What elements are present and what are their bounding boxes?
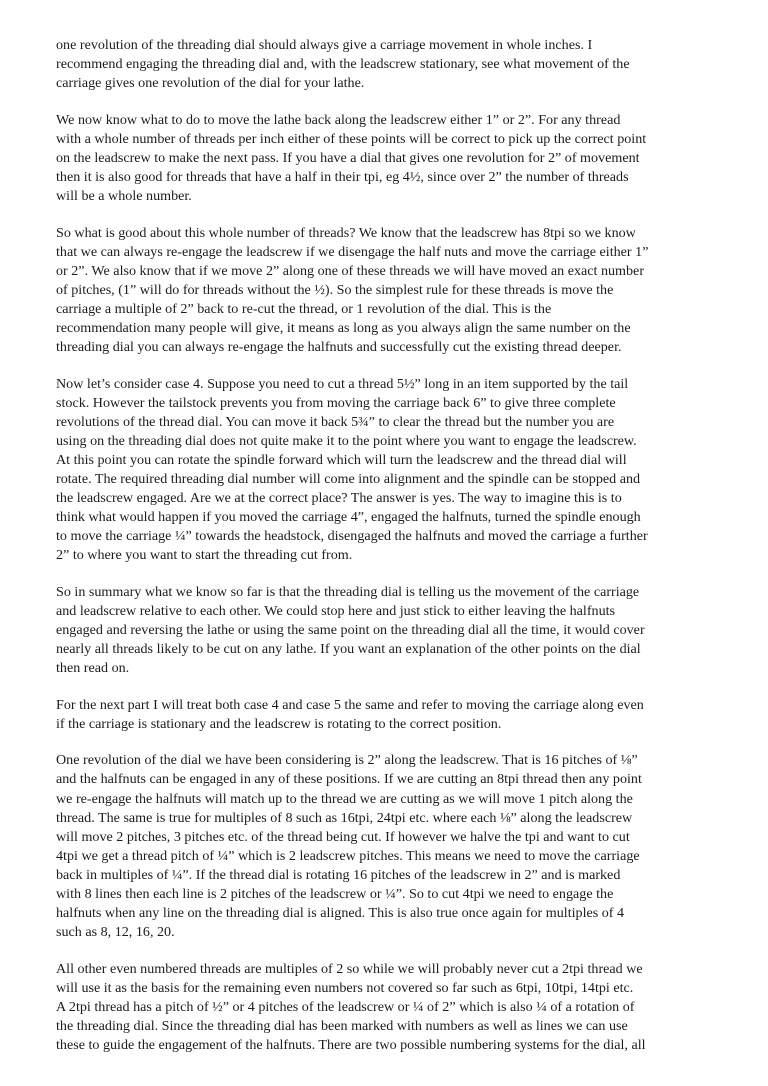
paragraph — [56, 960, 718, 1055]
paragraph — [56, 111, 718, 206]
paragraph — [56, 375, 718, 566]
text-line: All other even numbered threads are multiples of 2 so while we will probably never cut a 2tpi thread we — [56, 960, 643, 977]
text-line: For the next part I will treat both case 4 and case 5 the same and refer to moving the carriage along even — [56, 696, 644, 713]
text-line: using on the threading dial does not quite make it to the point where you want to engage the leadscrew. — [56, 432, 637, 449]
text-line: that we can always re-engage the leadscrew if we disengage the half nuts and move the carriage either 1” — [56, 243, 649, 260]
text-line: stock. However the tailstock prevents you from moving the carriage back 6” to give three complete — [56, 394, 616, 411]
text-line: of pitches, (1” will do for threads without the ½). So the simplest rule for these threads is move the — [56, 281, 614, 298]
text-line: the threading dial. Since the threading dial has been marked with numbers as well as lines we can use — [56, 1017, 628, 1034]
text-line: and leadscrew relative to each other. We could stop here and just stick to either leaving the halfnuts — [56, 603, 616, 619]
text-line: the leadscrew engaged. Are we at the correct place? The answer is yes. The way to imagine this is to — [56, 490, 622, 507]
text-line: or 2”. We also know that if we move 2” along one of these threads we will have moved an exact number — [56, 262, 645, 279]
text-line: think what would happen if you moved the carriage 4”, engaged the halfnuts, turned the spindle enough — [56, 509, 641, 526]
text-line: will be a whole number. — [56, 188, 192, 205]
paragraph — [56, 36, 718, 93]
text-line: to move the carriage ¼” towards the headstock, disengaged the halfnuts and moved the carriage a further — [56, 528, 648, 545]
text-line: One revolution of the dial we have been considering is 2” along the leadscrew. That is 16 pitches of ⅛” — [56, 752, 638, 769]
text-line: on the leadscrew to make the next pass. If you have a dial that gives one revolution for 2” of movement — [56, 149, 640, 166]
text-line: with a whole number of threads per inch either of these points will be correct to pick up the correct point — [56, 130, 647, 147]
text-line: we re-engage the halfnuts will match up to the thread we are cutting as we will move 1 pitch along the — [56, 790, 633, 807]
text-line: recommendation many people will give, it means as long as you always align the same number on the — [56, 320, 631, 336]
text-line: with 8 lines then each line is 2 pitches of the leadscrew or ¼”. So to cut 4tpi we need to engage the — [56, 886, 614, 902]
text-line: halfnuts when any line on the threading dial is aligned. This is also true once again for multiples of 4 — [56, 905, 625, 922]
paragraph — [56, 583, 718, 678]
text-line: then read on. — [56, 660, 130, 677]
text-line: will move 2 pitches, 3 pitches etc. of the thread being cut. If however we halve the tpi and want to cut — [56, 828, 630, 845]
text-line: thread. The same is true for multiples of 8 such as 16tpi, 24tpi etc. where each ⅛” along the leadscrew — [56, 809, 633, 826]
text-line: if the carriage is stationary and the leadscrew is rotating to the correct position. — [56, 715, 502, 732]
text-line: carriage gives one revolution of the dial for your lathe. — [56, 75, 365, 92]
text-line: nearly all threads likely to be cut on any lathe. If you want an explanation of the other points on the dial — [56, 641, 641, 658]
text-line: 4tpi we get a thread pitch of ¼” which is 2 leadscrew pitches. This means we need to move the carriage — [56, 847, 640, 864]
text-line: engaged and reversing the lathe or using the same point on the threading dial all the time, it would cover — [56, 622, 645, 639]
text-line: revolutions of the thread dial. You can move it back 5¾” to clear the thread but the number you are — [56, 413, 615, 430]
text-line: one revolution of the threading dial should always give a carriage movement in whole inches. I — [56, 37, 593, 53]
text-line: such as 8, 12, 16, 20. — [56, 924, 175, 941]
text-line: will use it as the basis for the remaining even numbers not covered so far such as 6tpi, 10tpi, 14tpi etc. — [56, 979, 634, 996]
text-line: threading dial you can always re-engage the halfnuts and successfully cut the existing thread deeper. — [56, 339, 622, 356]
text-line: 2” to where you want to start the threading cut from. — [56, 547, 353, 564]
text-line: We now know what to do to move the lathe back along the leadscrew either 1” or 2”. For any thread — [56, 111, 621, 128]
text-line: back in multiples of ¼”. If the thread dial is rotating 16 pitches of the leadscrew in 2” and is marked — [56, 866, 621, 883]
text-line: then it is also good for threads that have a half in their tpi, eg 4½, since over 2” the number of threads — [56, 168, 629, 185]
text-line: So in summary what we know so far is that the threading dial is telling us the movement of the carriage — [56, 583, 640, 600]
text-line: these to guide the engagement of the halfnuts. There are two possible numbering systems for the dial, all — [56, 1037, 646, 1054]
paragraph — [56, 696, 718, 734]
text-line: and the halfnuts can be engaged in any of these positions. If we are cutting an 8tpi thread then any point — [56, 771, 642, 788]
document-page — [56, 36, 718, 1073]
text-line: carriage a multiple of 2” back to re-cut the thread, or 1 revolution of the dial. This is the — [56, 300, 552, 317]
paragraph — [56, 751, 718, 942]
paragraph — [56, 224, 718, 358]
text-line: A 2tpi thread has a pitch of ½” or 4 pitches of the leadscrew or ¼ of 2” which is also ¼ of a rotation of — [56, 998, 635, 1015]
text-line: So what is good about this whole number of threads? We know that the leadscrew has 8tpi so we know — [56, 224, 636, 241]
text-line: At this point you can rotate the spindle forward which will turn the leadscrew and the thread dial will — [56, 451, 627, 468]
text-line: recommend engaging the threading dial and, with the leadscrew stationary, see what movement of the — [56, 56, 630, 73]
text-line: rotate. The required threading dial number will come into alignment and the spindle can be stopped and — [56, 471, 641, 488]
text-line: Now let’s consider case 4. Suppose you need to cut a thread 5½” long in an item supported by the tail — [56, 375, 629, 392]
